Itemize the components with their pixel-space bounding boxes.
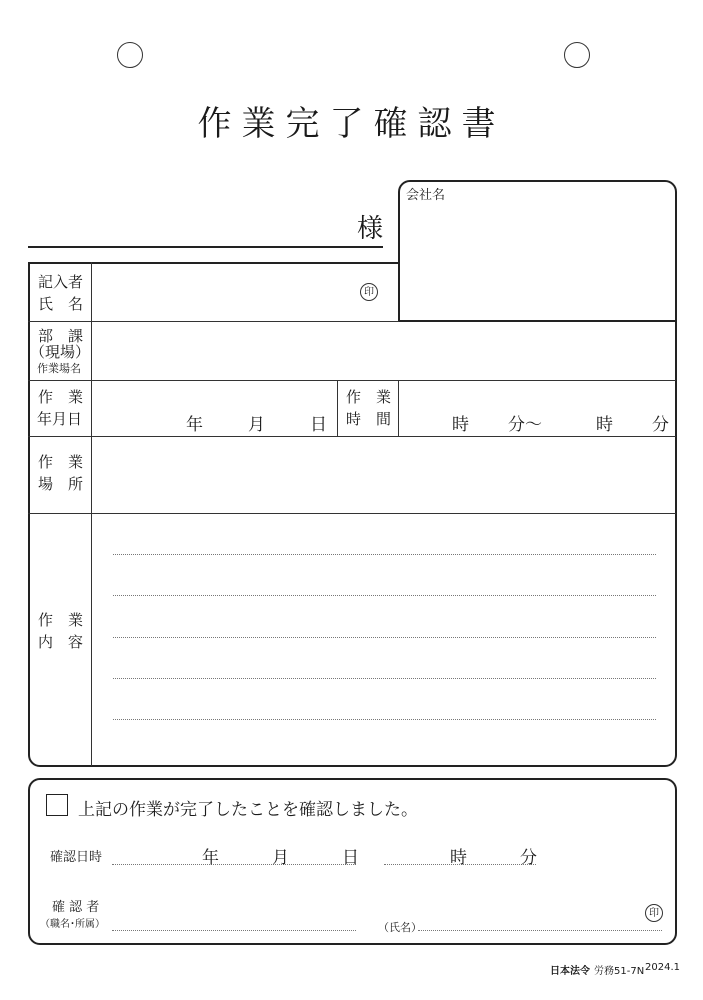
confirm-date-field[interactable]: [112, 848, 356, 864]
confirm-checkbox[interactable]: [46, 794, 68, 816]
dept-label-3: 作業場名: [37, 362, 81, 375]
confirm-date-label: 確認日時: [50, 850, 103, 865]
confirm-day-unit: 日: [342, 848, 359, 868]
confirm-month-unit: 月: [272, 848, 289, 868]
end-hour-unit: 時: [596, 415, 613, 435]
content-guide-line: [113, 595, 656, 596]
confirmer-name-underline: [418, 930, 662, 931]
content-guide-line: [113, 554, 656, 555]
content-label-2a: 内: [38, 633, 54, 651]
end-minute-unit: 分: [652, 415, 669, 435]
confirmer-position-underline: [112, 930, 356, 931]
content-guide-line: [113, 637, 656, 638]
dept-label-2: （現場）: [30, 343, 91, 361]
work-date-year-unit: 年: [186, 415, 203, 435]
time-label-2a: 時: [346, 410, 362, 428]
start-minute-unit: 分～: [508, 415, 542, 435]
company-label: 会社名: [406, 188, 446, 203]
recipient-line: [28, 246, 383, 248]
confirmer-sub-label: （職名･所属）: [40, 919, 105, 930]
dept-field[interactable]: [92, 322, 676, 379]
place-label-2a: 場: [38, 475, 54, 493]
writer-label-2a: 氏: [38, 295, 54, 313]
date-label-2: 年月日: [37, 410, 83, 428]
place-label-2b: 所: [68, 475, 84, 493]
confirmer-label: 確 認 者: [52, 900, 100, 915]
footer-year: 2024.1: [645, 962, 680, 973]
sama-label: 様: [357, 214, 384, 244]
confirm-statement: 上記の作業が完了したことを確認しました。: [78, 800, 418, 820]
confirm-date-underline: [112, 864, 356, 865]
seal-icon: 印: [360, 283, 378, 301]
time-label-divider-left: [337, 380, 338, 436]
content-label-1a: 作: [38, 611, 54, 629]
punch-hole-right: [564, 42, 590, 68]
punch-hole-left: [117, 42, 143, 68]
start-hour-unit: 時: [452, 415, 469, 435]
confirm-year-unit: 年: [202, 848, 219, 868]
date-label-1b: 業: [68, 388, 84, 406]
place-field[interactable]: [92, 437, 676, 512]
dept-label-1b: 課: [68, 327, 84, 345]
place-label-1a: 作: [38, 453, 54, 471]
place-label-1b: 業: [68, 453, 84, 471]
confirmer-position-field[interactable]: [112, 914, 356, 930]
confirm-hour-unit: 時: [450, 848, 467, 868]
date-label-1a: 作: [38, 388, 54, 406]
work-date-day-unit: 日: [310, 415, 327, 435]
confirm-minute-unit: 分: [520, 848, 537, 868]
form-title: 作業完了確認書: [197, 104, 506, 144]
content-field[interactable]: [92, 514, 676, 766]
work-date-month-unit: 月: [248, 415, 265, 435]
work-date-field[interactable]: [92, 381, 336, 435]
confirmer-name-field[interactable]: [418, 914, 662, 930]
content-label-1b: 業: [68, 611, 84, 629]
time-label-1a: 作: [346, 388, 362, 406]
time-label-1b: 業: [376, 388, 392, 406]
writer-name-field[interactable]: [92, 263, 398, 320]
writer-label-2b: 名: [68, 295, 84, 313]
content-guide-line: [113, 719, 656, 720]
content-guide-line: [113, 678, 656, 679]
time-label-2b: 間: [376, 410, 392, 428]
footer-code: 労務51-7N: [594, 966, 645, 977]
footer-brand: 日本法令: [550, 966, 590, 977]
confirmer-seal-icon: 印: [645, 904, 663, 922]
confirmer-name-label: （氏名）: [378, 921, 422, 934]
content-label-2b: 容: [68, 633, 84, 651]
writer-label-1: 記入者: [38, 273, 84, 291]
dept-label-1a: 部: [38, 327, 54, 345]
